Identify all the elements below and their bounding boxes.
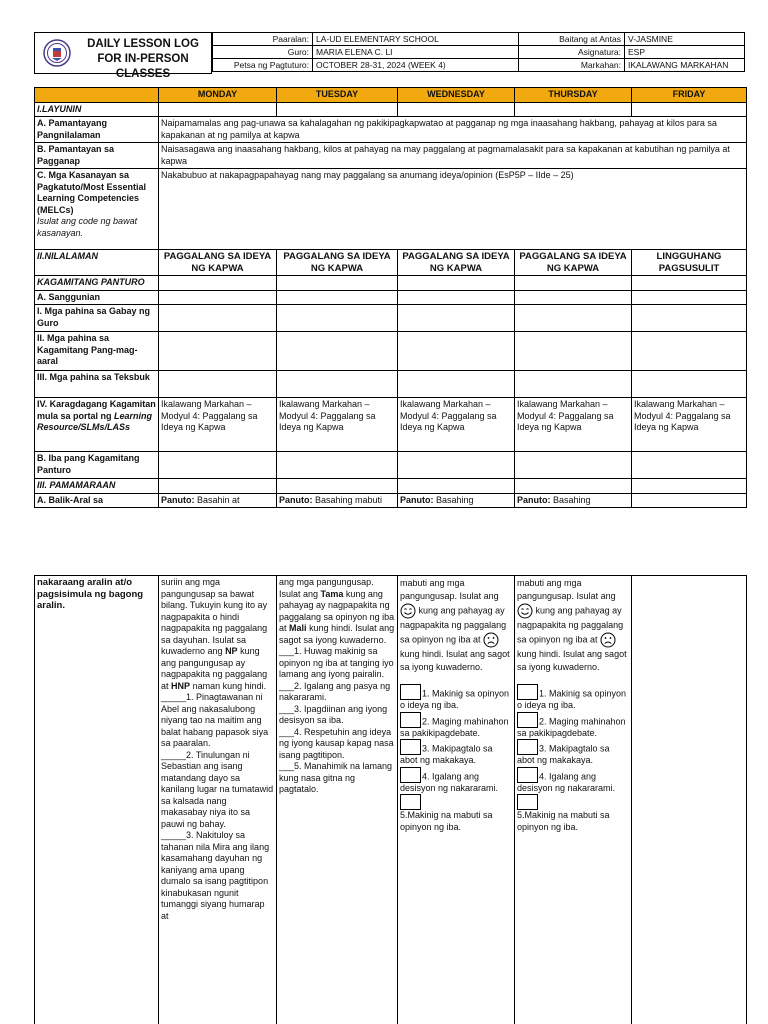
row-label-balik-aral: A. Balik-Aral sa — [35, 493, 159, 508]
cell — [277, 290, 398, 305]
topic-monday: PAGGALANG SA IDEYA NG KAPWA — [159, 250, 277, 276]
cell — [277, 452, 398, 479]
list-item: ___3. Ipagdiinan ang iyong desisyon sa iba. — [279, 703, 388, 725]
section-layunin: I.LAYUNIN — [35, 102, 159, 117]
header-info-table — [212, 32, 744, 74]
lesson-table — [34, 87, 747, 508]
list-item — [400, 739, 512, 767]
topic-wednesday: PAGGALANG SA IDEYA NG KAPWA — [398, 250, 515, 276]
cell — [398, 102, 515, 117]
list-item: _____3. Nakituloy sa tahanan nila Mira ang ilang kasamahang dayuhan ng kaniyang ama upang dumalo sa isang pagtitipon kinabukasan ngunit tumanggi siyang humarap at — [161, 830, 270, 921]
subject-value: ESP — [625, 46, 745, 59]
item-text: 3. Makipagtalo sa abot ng makakaya. — [400, 743, 493, 765]
tuesday-activity — [277, 576, 398, 1024]
cell — [632, 371, 747, 398]
list-item — [517, 684, 629, 712]
cell — [398, 276, 515, 291]
cell — [398, 452, 515, 479]
item-text: 1. Makinig sa opinyon o ideya ng iba. — [517, 688, 627, 710]
cell — [277, 479, 398, 494]
row-label-teksbuk: III. Mga pahina sa Teksbuk — [35, 371, 159, 398]
list-item — [400, 767, 512, 811]
monday-instructions — [161, 577, 274, 692]
cell — [632, 493, 747, 508]
modyul-monday: Ikalawang Markahan – Modyul 4: Paggalang sa Ideya ng Kapwa — [159, 398, 277, 452]
cell — [159, 479, 277, 494]
item-text: 2. Maging mahinahon sa pakikipagdebate. — [400, 716, 509, 738]
cell — [632, 452, 747, 479]
answer-box — [400, 739, 421, 755]
item-text: 4. Igalang ang desisyon ng nakararami. — [517, 771, 616, 793]
row-label-gabay-ng-guro: I. Mga pahina sa Gabay ng Guro — [35, 305, 159, 332]
school-label: Paaralan: — [213, 33, 313, 46]
row-label-sanggunian: A. Sanggunian — [35, 290, 159, 305]
date-value: OCTOBER 28-31, 2024 (WEEK 4) — [313, 59, 519, 72]
tue-intro: ang mga pangungusap. Isulat ang — [279, 577, 374, 599]
panuto-label: Panuto: — [517, 494, 551, 505]
lesson-log-page-2 — [0, 572, 768, 1024]
teacher-value: MARIA ELENA C. LI — [313, 46, 519, 59]
wed-smile-text: kung ang pahayag ay nagpapakita ng paggalang sa opinyon ng iba at — [400, 605, 507, 645]
header-title-box — [34, 32, 212, 80]
answer-box — [400, 767, 421, 783]
teacher-label: Guro: — [213, 46, 313, 59]
modyul-wednesday: Ikalawang Markahan – Modyul 4: Paggalang sa Ideya ng Kapwa — [398, 398, 515, 452]
quarter-value: IKALAWANG MARKAHAN — [625, 59, 745, 72]
row-label-pamantayan-sa-pagganap: B. Pamantayan sa Pagganap — [35, 143, 159, 169]
cell — [159, 305, 277, 332]
tue-mid: kung ang pahayag ay nagpapakita ng paggalang sa opinyon ng iba at — [279, 588, 395, 633]
melcs-text: Nakabubuo at nakapagpapahayag nang may paggalang sa anumang ideya/opinion (EsP5P – IIde – 25) — [159, 169, 747, 250]
item-text: 3. Makipagtalo sa abot ng makakaya. — [517, 743, 610, 765]
cell — [398, 479, 515, 494]
thu-intro: mabuti ang mga pangungusap. Isulat ang — [517, 578, 616, 601]
quarter-label: Markahan: — [519, 59, 625, 72]
day-wednesday: WEDNESDAY — [398, 88, 515, 103]
cell — [398, 371, 515, 398]
row-label-karagdagang-kagamitan — [35, 398, 159, 452]
day-tuesday: TUESDAY — [277, 88, 398, 103]
mon-intro: suriin ang mga pangungusap sa bawat bilang. Tukuyin kung ito ay nagpapakita o hindi nagpapakita ng paggalang sa dayuhan. Isulat sa kuwaderno ang — [161, 577, 268, 656]
cell — [632, 290, 747, 305]
day-monday: MONDAY — [159, 88, 277, 103]
cell — [632, 479, 747, 494]
list-item — [517, 767, 629, 811]
friday-activity — [632, 576, 747, 1024]
cell — [515, 479, 632, 494]
thursday-activity — [515, 576, 632, 1024]
answer-box — [517, 739, 538, 755]
karagdagang-label-italic: Learning Resource/SLMs/LASs — [37, 410, 153, 432]
tuesday-instructions — [279, 577, 395, 646]
list-item: ___4. Respetuhin ang ideya ng iyong kausap kapag nasa isang pagtitipon. — [279, 726, 394, 760]
answer-box — [517, 767, 538, 783]
item-text: 2. Maging mahinahon sa pakikipagdebate. — [517, 716, 626, 738]
thu-sad-text: kung hindi. Isulat ang sagot sa iyong kuwaderno. — [517, 649, 627, 672]
answer-box — [400, 712, 421, 728]
list-item — [517, 712, 629, 740]
wed-sad-text: kung hindi. Isulat ang sagot sa iyong kuwaderno. — [400, 649, 510, 672]
cell — [515, 371, 632, 398]
list-item: 5.Makinig na mabuti sa opinyon ng iba. — [517, 810, 610, 832]
cell — [159, 332, 277, 371]
row-label-melcs — [35, 169, 159, 250]
cell — [515, 276, 632, 291]
mon-hnp: HNP — [171, 680, 191, 691]
document-title: DAILY LESSON LOG FOR IN-PERSON CLASSES — [87, 38, 199, 80]
cell — [515, 102, 632, 117]
list-item: _____1. Pinagtawanan ni Abel ang nakasalubong niyang tao na maitim ang balat habang papasok siya sa paaralan. — [161, 692, 269, 748]
day-header-row — [35, 88, 747, 103]
cell — [277, 102, 398, 117]
smiley-face-icon — [517, 603, 533, 619]
melcs-label: C. Mga Kasanayan sa Pagkatuto/Most Essential Learning Competencies (MELCs) — [37, 170, 147, 215]
wed-intro: mabuti ang mga pangungusap. Isulat ang — [400, 578, 499, 601]
cell — [398, 332, 515, 371]
balik-aral-wednesday — [398, 493, 515, 508]
row-label-balik-aral-continued: nakaraang aralin at/o pagsisimula ng bagong aralin. — [35, 576, 159, 1024]
page-gap — [0, 560, 768, 572]
cell — [159, 276, 277, 291]
row-label-pamantayang-pangnilalaman: A. Pamantayang Pangnilalaman — [35, 117, 159, 143]
topic-tuesday: PAGGALANG SA IDEYA NG KAPWA — [277, 250, 398, 276]
cell — [515, 305, 632, 332]
day-friday: FRIDAY — [632, 88, 747, 103]
panuto-label: Panuto: — [279, 494, 313, 505]
wednesday-activity — [398, 576, 515, 1024]
balik-aral-monday — [159, 493, 277, 508]
list-item — [400, 712, 512, 740]
panuto-label: Panuto: — [161, 494, 195, 505]
grade-value: V-JASMINE — [625, 33, 745, 46]
cell — [632, 102, 747, 117]
school-value: LA-UD ELEMENTARY SCHOOL — [313, 33, 519, 46]
cell — [159, 452, 277, 479]
pamantayan-sa-pagganap-text: Naisasagawa ang inaasahang hakbang, kilos at pahayag na may paggalang at pagmamalasakit para sa kapakanan at kabutihan ng pamilya at kapwa — [159, 143, 747, 169]
answer-box — [517, 794, 538, 810]
item-text: 4. Igalang ang desisyon ng nakararami. — [400, 771, 499, 793]
list-item — [400, 684, 512, 712]
wednesday-instructions — [400, 577, 512, 674]
date-label: Petsa ng Pagtuturo: — [213, 59, 313, 72]
cell — [398, 305, 515, 332]
balik-text: Basahin at — [197, 494, 240, 505]
row-label-iba-pang-kagamitan: B. Iba pang Kagamitang Panturo — [35, 452, 159, 479]
monday-activity — [159, 576, 277, 1024]
cell — [632, 276, 747, 291]
modyul-thursday: Ikalawang Markahan – Modyul 4: Paggalang sa Ideya ng Kapwa — [515, 398, 632, 452]
answer-box — [517, 684, 538, 700]
deped-seal-icon — [43, 39, 71, 67]
pamantayang-pangnilalaman-text: Naipamamalas ang pag-unawa sa kahalagahan ng pakikipagkapwatao at pagganap ng mga inaasahang hakbang, pahayag at kilos para sa kapakanan at ng pamilya at kapwa — [159, 117, 747, 143]
smiley-face-icon — [400, 603, 416, 619]
sad-face-icon — [600, 632, 616, 648]
document-header — [34, 32, 744, 80]
list-item: 5.Makinig na mabuti sa opinyon ng iba. — [400, 810, 493, 832]
balik-aral-thursday — [515, 493, 632, 508]
thu-smile-text: kung ang pahayag ay nagpapakita ng paggalang sa opinyon ng iba at — [517, 605, 624, 645]
cell — [159, 371, 277, 398]
panuto-label: Panuto: — [400, 494, 434, 505]
day-header-blank — [35, 88, 159, 103]
topic-friday: LINGGUHANG PAGSUSULIT — [632, 250, 747, 276]
cell — [277, 305, 398, 332]
modyul-friday: Ikalawang Markahan – Modyul 4: Paggalang sa Ideya ng Kapwa — [632, 398, 747, 452]
cell — [277, 332, 398, 371]
cell — [277, 371, 398, 398]
list-item: ___2. Igalang ang pasya ng nakararami. — [279, 680, 391, 702]
tue-end: kung hindi. Isulat ang sagot sa iyong kuwaderno. — [279, 623, 395, 645]
subject-label: Asignatura: — [519, 46, 625, 59]
list-item — [517, 739, 629, 767]
sad-face-icon — [483, 632, 499, 648]
day-thursday: THURSDAY — [515, 88, 632, 103]
answer-box — [517, 712, 538, 728]
mon-end: naman kung hindi. — [192, 680, 267, 691]
topic-thursday: PAGGALANG SA IDEYA NG KAPWA — [515, 250, 632, 276]
mon-mid: kung ang pangungusap ay nagpapakita ng paggalang at — [161, 646, 268, 691]
section-nilalaman: II.NILALAMAN — [35, 250, 159, 276]
thursday-instructions — [517, 577, 629, 674]
list-item: _____2. Tinulungan ni Sebastian ang isang matandang dayo sa kanilang lugar na tumatawid sa kalsada nang makasabay niya ito sa pauwi ng bahay. — [161, 749, 274, 829]
tue-tama: Tama — [320, 588, 344, 599]
cell — [398, 290, 515, 305]
cell — [277, 276, 398, 291]
balik-aral-tuesday — [277, 493, 398, 508]
balik-text: Basahing — [436, 494, 474, 505]
cell — [515, 290, 632, 305]
karagdagang-label: IV. Karagdagang Kagamitan mula sa portal ng — [37, 399, 156, 421]
melcs-note: Isulat ang code ng bawat kasanayan. — [37, 216, 138, 238]
answer-box — [400, 684, 421, 700]
cell — [159, 102, 277, 117]
section-pamamaraan: III. PAMAMARAAN — [35, 479, 159, 494]
modyul-tuesday: Ikalawang Markahan – Modyul 4: Paggalang sa Ideya ng Kapwa — [277, 398, 398, 452]
answer-box — [400, 794, 421, 810]
balik-text: Basahing mabuti — [315, 494, 383, 505]
mon-np: NP — [225, 646, 238, 656]
list-item: ___5. Manahimik na lamang kung nasa gitna ng pagtatalo. — [279, 761, 393, 794]
lesson-table-continued — [34, 575, 747, 1024]
item-text: 1. Makinig sa opinyon o ideya ng iba. — [400, 688, 510, 710]
row-label-kagamitang-pang-mag-aaral: II. Mga pahina sa Kagamitang Pang-mag-aaral — [35, 332, 159, 371]
cell — [515, 452, 632, 479]
cell — [159, 290, 277, 305]
cell — [632, 332, 747, 371]
section-kagamitang-panturo: KAGAMITANG PANTURO — [35, 276, 159, 291]
tue-mali: Mali — [289, 623, 307, 633]
cell — [515, 332, 632, 371]
cell — [632, 305, 747, 332]
balik-text: Basahing — [553, 494, 591, 505]
list-item: ___1. Huwag makinig sa opinyon ng iba at tanging iyo lamang ang iyong pairalin. — [279, 646, 394, 679]
grade-label: Baitang at Antas — [519, 33, 625, 46]
